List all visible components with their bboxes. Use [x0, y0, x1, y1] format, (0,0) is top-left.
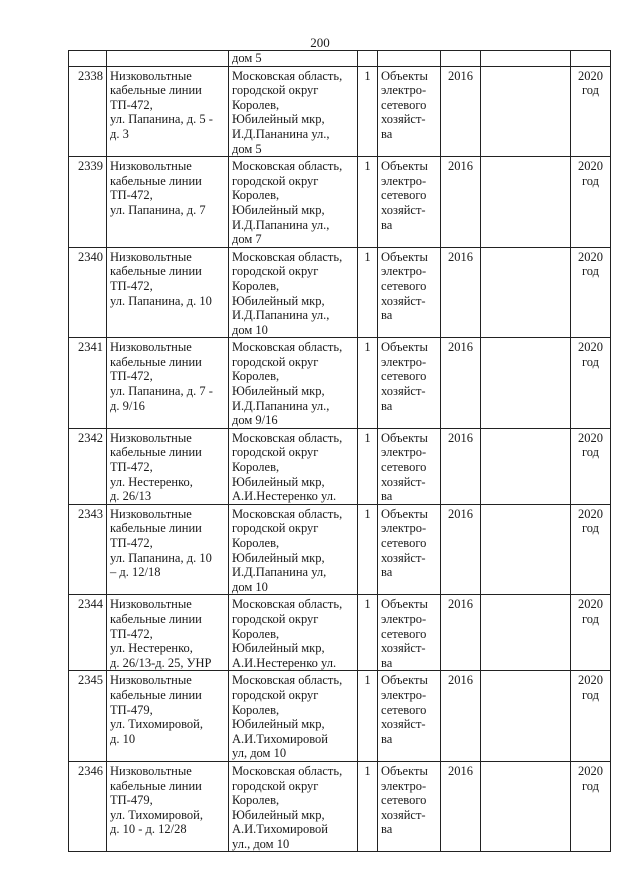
cell-address: Московская область, городской округ Королев, Юбилейный мкр, А.И.Тихомировой ул, дом 10: [229, 671, 358, 762]
cell-blank: [481, 595, 571, 671]
cell-term: 2020 год: [571, 761, 611, 852]
cell-category: Объекты электро- сетевого хозяйст- ва: [378, 761, 441, 852]
cell-num: 2339: [69, 157, 107, 248]
cell-address: Московская область, городской округ Королев, Юбилейный мкр, А.И.Тихомировой ул., дом 10: [229, 761, 358, 852]
cell-qty: 1: [358, 671, 378, 762]
cell-name: Низковольтные кабельные линии ТП-472, ул. Нестеренко, д. 26/13: [107, 428, 229, 504]
cell-name: Низковольтные кабельные линии ТП-479, ул. Тихомировой, д. 10 - д. 12/28: [107, 761, 229, 852]
cell-qty: 1: [358, 157, 378, 248]
cell-term: 2020 год: [571, 671, 611, 762]
cell-term: 2020 год: [571, 595, 611, 671]
cell-year: 2016: [441, 66, 481, 157]
cell-num: 2343: [69, 504, 107, 595]
cell-term: 2020 год: [571, 157, 611, 248]
cell-address: Московская область, городской округ Королев, Юбилейный мкр, А.И.Нестеренко ул.: [229, 595, 358, 671]
table-row: [69, 671, 611, 762]
cell-category: Объекты электро- сетевого хозяйст- ва: [378, 671, 441, 762]
cell-qty: 1: [358, 504, 378, 595]
cell-year: [441, 51, 481, 67]
cell-blank: [481, 247, 571, 338]
page-number: 200: [310, 35, 330, 50]
cell-year: 2016: [441, 247, 481, 338]
cell-address: Московская область, городской округ Королев, Юбилейный мкр, А.И.Нестеренко ул.: [229, 428, 358, 504]
cell-address: Московская область, городской округ Королев, Юбилейный мкр, И.Д.Папанина ул., дом 10: [229, 247, 358, 338]
cell-category: Объекты электро- сетевого хозяйст- ва: [378, 157, 441, 248]
cell-blank: [481, 761, 571, 852]
cell-year: 2016: [441, 671, 481, 762]
cell-term: 2020 год: [571, 428, 611, 504]
cell-num: [69, 51, 107, 67]
table-row: [69, 761, 611, 852]
cell-category: Объекты электро- сетевого хозяйст- ва: [378, 504, 441, 595]
table-row: [69, 338, 611, 429]
cell-year: 2016: [441, 338, 481, 429]
cell-blank: [481, 66, 571, 157]
registry-table-body: [69, 51, 611, 852]
cell-qty: [358, 51, 378, 67]
cell-name: Низковольтные кабельные линии ТП-472, ул. Папанина, д. 10: [107, 247, 229, 338]
cell-year: 2016: [441, 595, 481, 671]
cell-name: Низковольтные кабельные линии ТП-472, ул. Папанина, д. 5 - д. 3: [107, 66, 229, 157]
cell-num: 2344: [69, 595, 107, 671]
cell-num: 2342: [69, 428, 107, 504]
continuation-row: [69, 51, 611, 67]
cell-blank: [481, 504, 571, 595]
cell-name: Низковольтные кабельные линии ТП-472, ул. Папанина, д. 7: [107, 157, 229, 248]
table-row: [69, 428, 611, 504]
cell-term: 2020 год: [571, 338, 611, 429]
cell-blank: [481, 338, 571, 429]
cell-year: 2016: [441, 157, 481, 248]
cell-name: Низковольтные кабельные линии ТП-472, ул. Папанина, д. 7 - д. 9/16: [107, 338, 229, 429]
cell-qty: 1: [358, 247, 378, 338]
cell-year: 2016: [441, 761, 481, 852]
cell-num: 2340: [69, 247, 107, 338]
cell-blank: [481, 51, 571, 67]
table-row: [69, 595, 611, 671]
cell-blank: [481, 157, 571, 248]
table-row: [69, 157, 611, 248]
cell-address: Московская область, городской округ Королев, Юбилейный мкр, И.Д.Папанина ул., дом 7: [229, 157, 358, 248]
cell-address: дом 5: [229, 51, 358, 67]
cell-category: Объекты электро- сетевого хозяйст- ва: [378, 66, 441, 157]
cell-num: 2338: [69, 66, 107, 157]
cell-category: Объекты электро- сетевого хозяйст- ва: [378, 595, 441, 671]
registry-table: [68, 50, 611, 852]
cell-num: 2341: [69, 338, 107, 429]
cell-name: Низковольтные кабельные линии ТП-472, ул. Папанина, д. 10 – д. 12/18: [107, 504, 229, 595]
cell-blank: [481, 671, 571, 762]
cell-name: Низковольтные кабельные линии ТП-472, ул. Нестеренко, д. 26/13-д. 25, УНР: [107, 595, 229, 671]
cell-num: 2345: [69, 671, 107, 762]
cell-category: Объекты электро- сетевого хозяйст- ва: [378, 338, 441, 429]
cell-qty: 1: [358, 595, 378, 671]
cell-term: 2020 год: [571, 504, 611, 595]
cell-address: Московская область, городской округ Королев, Юбилейный мкр, И.Д.Папанина ул, дом 10: [229, 504, 358, 595]
cell-num: 2346: [69, 761, 107, 852]
table-row: [69, 66, 611, 157]
cell-year: 2016: [441, 428, 481, 504]
cell-year: 2016: [441, 504, 481, 595]
cell-category: Объекты электро- сетевого хозяйст- ва: [378, 247, 441, 338]
cell-category: [378, 51, 441, 67]
cell-qty: 1: [358, 338, 378, 429]
table-row: [69, 247, 611, 338]
cell-category: Объекты электро- сетевого хозяйст- ва: [378, 428, 441, 504]
cell-qty: 1: [358, 428, 378, 504]
cell-term: [571, 51, 611, 67]
cell-blank: [481, 428, 571, 504]
cell-qty: 1: [358, 66, 378, 157]
table-row: [69, 504, 611, 595]
cell-name: [107, 51, 229, 67]
cell-address: Московская область, городской округ Королев, Юбилейный мкр, И.Д.Папанина ул., дом 9/16: [229, 338, 358, 429]
cell-term: 2020 год: [571, 66, 611, 157]
cell-qty: 1: [358, 761, 378, 852]
cell-name: Низковольтные кабельные линии ТП-479, ул. Тихомировой, д. 10: [107, 671, 229, 762]
cell-address: Московская область, городской округ Королев, Юбилейный мкр, И.Д.Пананина ул., дом 5: [229, 66, 358, 157]
cell-term: 2020 год: [571, 247, 611, 338]
